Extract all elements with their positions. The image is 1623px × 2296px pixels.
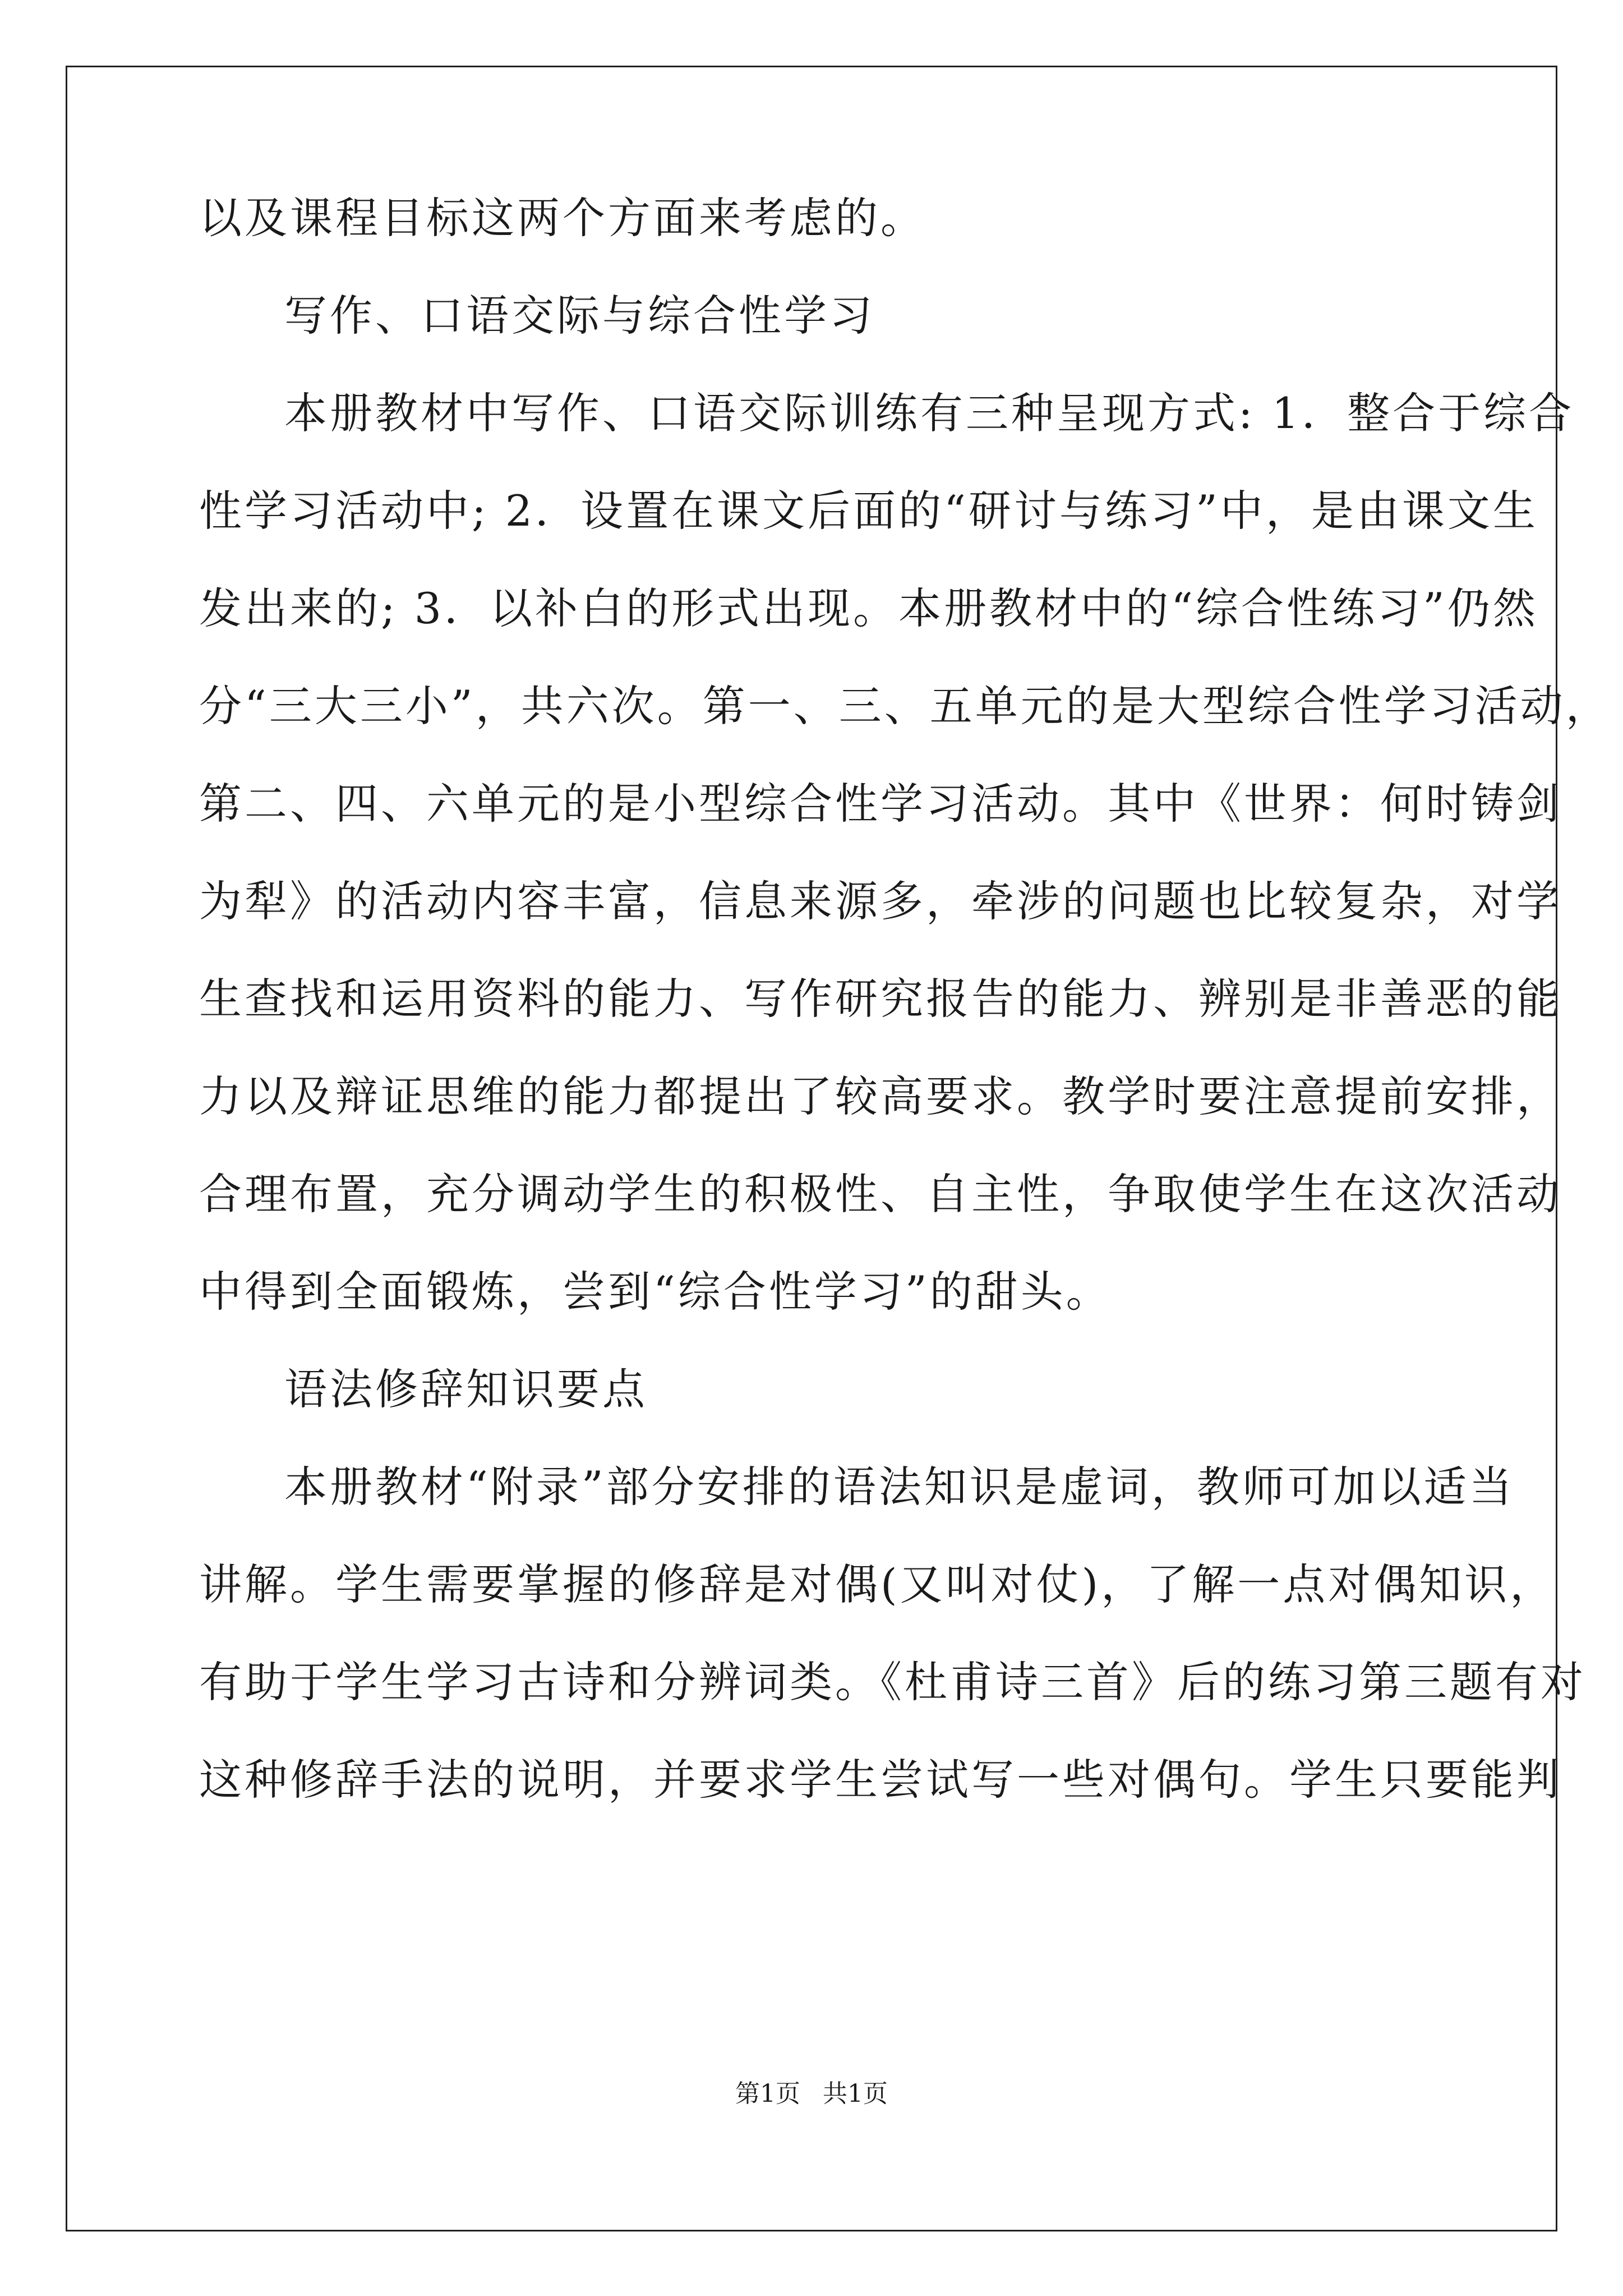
text-line: 第二、四、六单元的是小型综合性学习活动。其中《世界：何时铸剑 xyxy=(199,779,1562,829)
text-line: 性学习活动中; 2．设置在课文后面的“研讨与练习”中，是由课文生 xyxy=(199,486,1538,536)
page-number: 第1页 xyxy=(735,2079,800,2108)
text-line: 有助于学生学习古诗和分辨词类。《杜甫诗三首》后的练习第三题有对 xyxy=(199,1657,1586,1707)
text-line: 生查找和运用资料的能力、写作研究报告的能力、辨别是非善恶的能 xyxy=(199,974,1562,1024)
text-line: 中得到全面锻炼，尝到“综合性学习”的甜头。 xyxy=(199,1267,1112,1317)
text-line: 发出来的; 3．以补白的形式出现。本册教材中的“综合性练习”仍然 xyxy=(199,583,1538,633)
text-line: 分“三大三小”，共六次。第一、三、五单元的是大型综合性学习活动， xyxy=(199,681,1611,731)
text-line: 这种修辞手法的说明，并要求学生尝试写一些对偶句。学生只要能判 xyxy=(199,1755,1562,1805)
page-footer xyxy=(0,2080,1623,2108)
section-heading: 语法修辞知识要点 xyxy=(284,1364,648,1414)
section-heading: 写作、口语交际与综合性学习 xyxy=(284,291,875,341)
text-line: 本册教材“附录”部分安排的语法知识是虚词，教师可加以适当 xyxy=(284,1462,1515,1512)
text-line: 讲解。学生需要掌握的修辞是对偶(又叫对仗)，了解一点对偶知识， xyxy=(199,1559,1556,1609)
text-line: 为犁》的活动内容丰富，信息来源多，牵涉的问题也比较复杂，对学 xyxy=(199,876,1562,926)
document-body xyxy=(199,193,1611,1856)
text-line: 以及课程目标这两个方面来考虑的。 xyxy=(199,193,926,243)
text-line: 力以及辩证思维的能力都提出了较高要求。教学时要注意提前安排， xyxy=(199,1071,1562,1121)
text-line: 本册教材中写作、口语交际训练有三种呈现方式: 1．整合于综合 xyxy=(284,388,1575,438)
text-line: 合理布置，充分调动学生的积极性、自主性，争取使学生在这次活动 xyxy=(199,1169,1562,1219)
page-total: 共1页 xyxy=(823,2079,888,2108)
